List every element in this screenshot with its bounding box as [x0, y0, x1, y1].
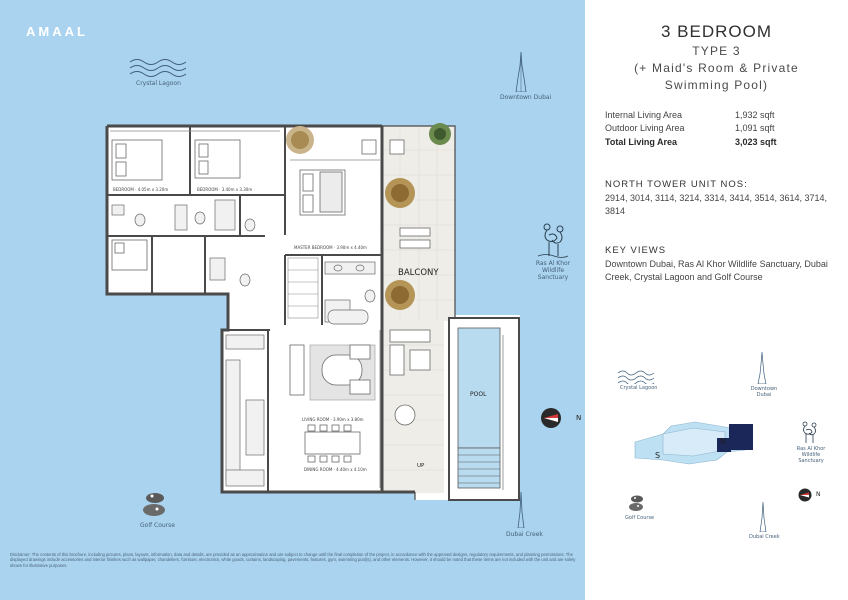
golf-course-label: Golf Course [140, 522, 175, 529]
living-room-label: LIVING ROOM · 3.90m x 3.80m [302, 417, 364, 422]
keyplan-compass-n: N [816, 491, 821, 498]
keyplan-north: N [720, 437, 726, 446]
dining-room-label: DINING ROOM · 4.40m x 4.10m [304, 467, 367, 472]
keyplan-south: S [655, 451, 661, 460]
area-total-value: 3,023 sqft [735, 137, 777, 147]
ras-al-khor-label: Ras Al Khor Wildlife Sanctuary [535, 260, 571, 281]
keyplan-golf-icon [627, 493, 647, 513]
area-internal-label: Internal Living Area [605, 110, 683, 120]
area-outdoor-label: Outdoor Living Area [605, 123, 685, 133]
area-outdoor [605, 123, 845, 133]
unit-subtitle-2: Swimming Pool) [664, 78, 769, 92]
area-outdoor-value: 1,091 sqft [735, 123, 775, 133]
keyplan-burj-icon [757, 352, 767, 384]
unit-nos-heading: NORTH TOWER UNIT NOS: [605, 179, 748, 190]
compass-n-label: N [576, 414, 582, 422]
brand-logo: AMAAL [26, 24, 88, 39]
crystal-lagoon-label: Crystal Lagoon [136, 80, 181, 87]
area-internal-value: 1,932 sqft [735, 110, 775, 120]
balcony-label: BALCONY [398, 268, 439, 278]
unit-title: 3 BEDROOM [660, 22, 773, 41]
keyplan-wave-icon [617, 370, 655, 384]
keyplan-downtown-dubai: Downtown Dubai [750, 386, 778, 398]
keyplan-creek-tower-icon [759, 502, 767, 532]
disclaimer-text: Disclaimer: The contents of this brochure, including pictures, plans, layouts, information, data and details, are provided as an approximation and are subject to change until the final completion of the project, in accordance with the approved designs, regulatory requirements, and planning permissions. The displayed drawings include accessories and interior finishes such as wallpaper, chandeliers, furniture, electronics, white goods, curtains, landscaping, pavements, features, gym, swimming pool(s), and other elements. However, it should be noted that these items are not included with the unit and are solely shown for illustrative purposes. [10, 552, 576, 568]
key-views-text: Downtown Dubai, Ras Al Khor Wildlife Sanctuary, Dubai Creek, Crystal Lagoon and Golf Course [605, 259, 828, 282]
keyplan-crystal-lagoon: Crystal Lagoon [620, 385, 658, 391]
info-panel [585, 0, 848, 600]
area-total [605, 137, 845, 147]
area-total-label: Total Living Area [605, 137, 678, 147]
keyplan-flamingo-icon [797, 420, 821, 444]
bedroom-1-label: BEDROOM · 4.05m x 3.20m [113, 187, 169, 192]
unit-nos-text: 2914, 3014, 3114, 3214, 3314, 3414, 3514, 3614, 3714, 3814 [605, 193, 828, 216]
pool-label: POOL [470, 391, 487, 398]
master-bedroom-label: MASTER BEDROOM · 3.90m x 4.40m [294, 245, 367, 250]
keyplan-dubai-creek: Dubai Creek [749, 534, 780, 540]
keyplan-towers [633, 420, 761, 466]
keyplan-compass-icon [798, 488, 812, 502]
key-views-heading: KEY VIEWS [605, 245, 667, 256]
unit-subtitle-1: (+ Maid's Room & Private [634, 61, 799, 75]
unit-type: TYPE 3 [692, 44, 741, 58]
downtown-dubai-label: Downtown Dubai [500, 94, 552, 101]
dubai-creek-label: Dubai Creek [506, 531, 543, 538]
area-internal [605, 110, 845, 120]
keyplan-golf-course: Golf Course [625, 515, 655, 521]
keyplan-ras-al-khor: Ras Al Khor Wildlife Sanctuary [796, 446, 826, 464]
up-label: UP [417, 463, 425, 469]
bedroom-2-label: BEDROOM · 3.40m x 3.30m [197, 187, 253, 192]
